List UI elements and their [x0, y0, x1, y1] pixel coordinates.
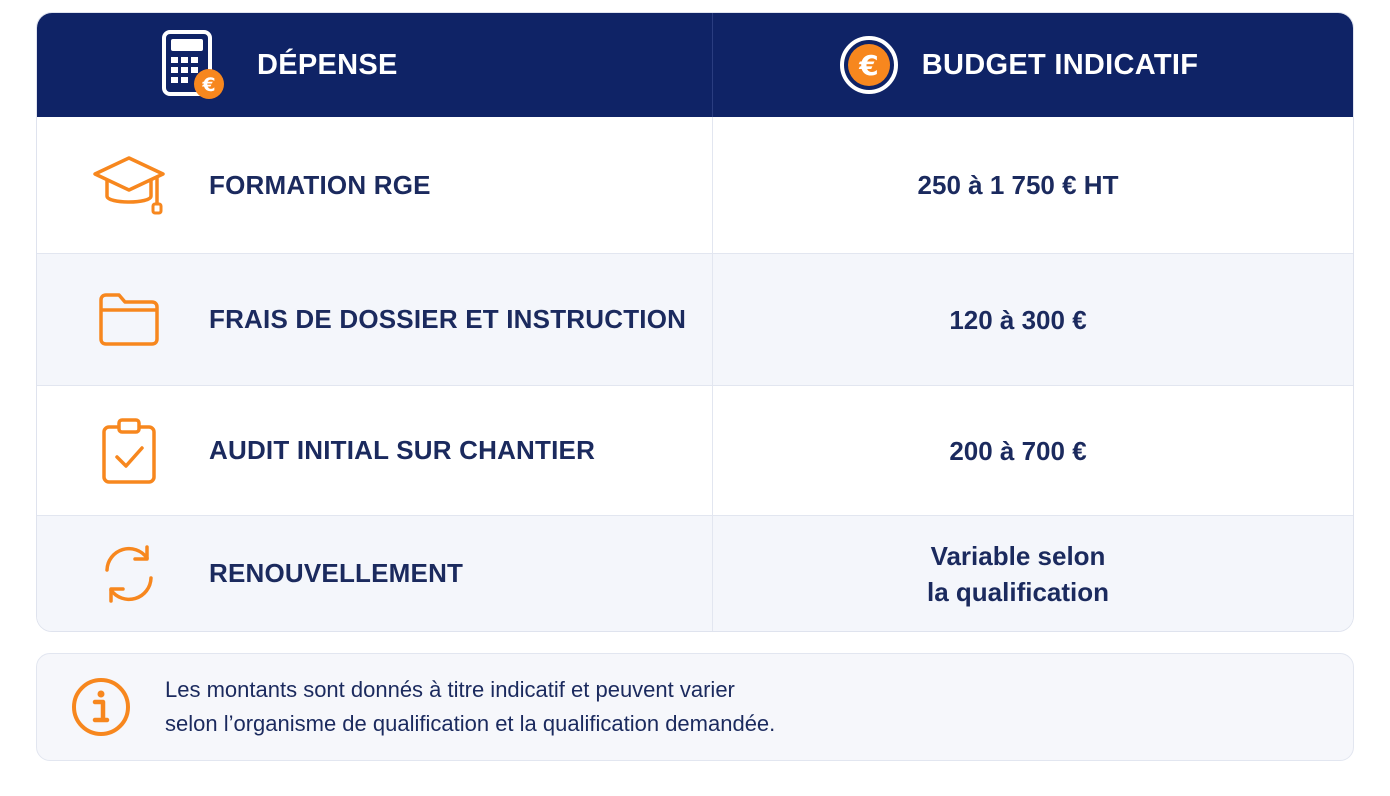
row-label-cell: [37, 117, 713, 253]
refresh-icon: [89, 542, 169, 606]
row-label-cell: [37, 254, 713, 385]
row-value-cell: [713, 386, 1353, 515]
row-value: 200 à 700 €: [949, 435, 1087, 466]
table-row: [37, 385, 1353, 515]
table-row: [37, 253, 1353, 385]
info-icon: [37, 676, 165, 738]
clipboard-check-icon: [89, 417, 169, 485]
row-value-cell: [713, 117, 1353, 253]
header-label-budget: BUDGET INDICATIF: [921, 48, 1199, 81]
row-label: RENOUVELLEMENT: [209, 558, 464, 588]
row-label: FORMATION RGE: [209, 169, 431, 200]
budget-table: [36, 12, 1354, 632]
row-label-cell: [37, 386, 713, 515]
table-row: [37, 515, 1353, 631]
table-header: [37, 13, 1353, 117]
euro-circle-icon: [838, 34, 900, 96]
row-value: 120 à 300 €: [949, 304, 1087, 335]
row-value-cell: [713, 254, 1353, 385]
header-label-depense: DÉPENSE: [257, 48, 398, 81]
header-depense: [37, 13, 713, 117]
row-label: AUDIT INITIAL SUR CHANTIER: [209, 435, 596, 465]
note-text: Les montants sont donnés à titre indicatif et peuvent varier selon l’organisme de qualification et la qualification demandée.: [165, 677, 776, 736]
row-value: 250 à 1 750 € HT: [917, 170, 1119, 200]
row-label-cell: [37, 516, 713, 631]
row-label: FRAIS DE DOSSIER ET INSTRUCTION: [209, 304, 687, 334]
graduation-cap-icon: [89, 154, 169, 216]
svg-text:€: €: [202, 74, 216, 96]
folder-icon: [89, 292, 169, 348]
table-row: [37, 117, 1353, 253]
info-note: [36, 653, 1354, 761]
svg-text:€: €: [858, 49, 879, 82]
header-budget: [713, 13, 1353, 117]
calculator-euro-icon: [161, 30, 227, 100]
row-value: Variable selon la qualification: [926, 540, 1110, 607]
row-value-cell: [713, 516, 1353, 631]
